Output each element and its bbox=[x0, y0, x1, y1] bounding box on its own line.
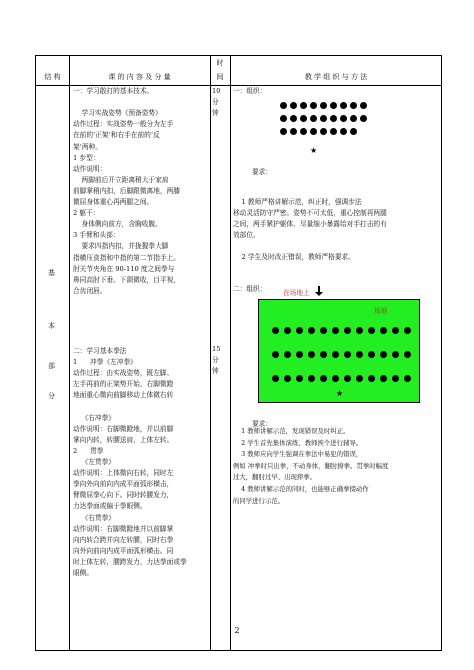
text-line: 向外向前向内成平面弧形横击。同 bbox=[73, 546, 174, 555]
student-dot bbox=[332, 351, 339, 358]
text-line: 3 手臂和头部： bbox=[73, 231, 120, 240]
student-dot bbox=[280, 128, 287, 135]
structure-char: 分 bbox=[48, 392, 55, 400]
text-line: 拳向外向前向内成平面弧形横击， bbox=[73, 480, 174, 489]
student-dot bbox=[308, 327, 315, 334]
text-line: 《左贯拳》 bbox=[73, 458, 115, 466]
student-dot bbox=[330, 128, 337, 135]
student-dot bbox=[356, 351, 363, 358]
text-line: 效部位。 bbox=[233, 231, 260, 239]
student-dot bbox=[300, 115, 307, 122]
text-line: 动作说明：右脚微蹬地，并以前脚 bbox=[73, 424, 174, 433]
text-line: 一：学习散打的基本技术。 bbox=[73, 87, 154, 95]
student-dot bbox=[320, 115, 327, 122]
text-line: 动作说明： bbox=[73, 164, 107, 173]
student-dot bbox=[332, 375, 339, 382]
student-dot bbox=[380, 375, 387, 382]
student-dot bbox=[280, 102, 287, 109]
student-dot bbox=[272, 351, 279, 358]
text-line: 2 躯干： bbox=[73, 209, 100, 218]
header-method: 教 学 组 织 与 方 法 bbox=[304, 73, 368, 81]
student-dot bbox=[404, 375, 411, 382]
column-divider bbox=[69, 56, 70, 650]
text-line: 二：学习基本拳法 bbox=[73, 347, 127, 355]
student-dot bbox=[320, 375, 327, 382]
student-dot bbox=[330, 102, 337, 109]
text-line: 动作说明：上体微向右转，同时左 bbox=[73, 469, 174, 478]
text-line: 在前的‘正架’和右手在前的‘反 bbox=[73, 131, 160, 140]
header-time-2: 间 bbox=[216, 73, 224, 81]
student-dot bbox=[290, 102, 297, 109]
text-line: 《右冲拳》 bbox=[73, 413, 115, 422]
student-dot bbox=[332, 327, 339, 334]
text-line: 1 教师严格讲解示范，纠正时，强调步法 bbox=[233, 198, 362, 206]
student-dot bbox=[320, 128, 327, 135]
text-line: 眼侧。 bbox=[73, 569, 94, 577]
text-line: 臂微屈拳心向下。同时转腰发力， bbox=[73, 491, 174, 500]
student-dot bbox=[356, 375, 363, 382]
text-line: 之间，两手紧护躯体，尽量缩小暴露给对手打击的有 bbox=[233, 220, 387, 228]
text-line: 《右贯拳》 bbox=[73, 513, 115, 522]
text-line: 左手再前的正架势开始，右脚微蹬 bbox=[73, 380, 174, 389]
text-line: 时上体左转，腰跨发力，力达拳面或拳 bbox=[73, 557, 187, 566]
student-dot bbox=[350, 128, 357, 135]
student-dot bbox=[392, 351, 399, 358]
structure-char: 部 bbox=[48, 362, 55, 370]
text-line: 力达拳面或偏于拳眼侧。 bbox=[73, 502, 147, 511]
student-dot bbox=[330, 115, 337, 122]
text-line: 身体侧向前方，含胸收腹。 bbox=[73, 220, 162, 229]
text-line: 掌向内转，转腰送肩，上体左转。 bbox=[73, 435, 174, 444]
text-line: 动作过程：由实战姿势，既左脚、 bbox=[73, 369, 174, 378]
student-dot bbox=[350, 102, 357, 109]
text-line: 合齿闭唇。 bbox=[73, 286, 107, 295]
header-time-1: 时 bbox=[216, 59, 224, 67]
student-dot bbox=[368, 327, 375, 334]
text-line: 4 教师讲解示范的同时，也能够正确拳掇动作 bbox=[233, 485, 369, 493]
student-dot bbox=[380, 351, 387, 358]
student-dot bbox=[308, 351, 315, 358]
text-line: 鼻同高肘下垂。下颌微收，目平视， bbox=[73, 275, 180, 284]
time-value: 15 bbox=[212, 345, 221, 353]
text-line: 的同学进行示范。 bbox=[233, 496, 285, 505]
student-dot bbox=[368, 351, 375, 358]
field-label: 场地 bbox=[374, 307, 388, 315]
student-dot bbox=[300, 102, 307, 109]
student-dot bbox=[356, 327, 363, 334]
student-dot bbox=[296, 351, 303, 358]
student-dot bbox=[340, 115, 347, 122]
student-dot bbox=[404, 327, 411, 334]
student-dot bbox=[344, 351, 351, 358]
header-content: 课 的 内 容 及 分 量 bbox=[108, 73, 171, 81]
requirement-label: 要求： bbox=[252, 168, 273, 176]
student-dot bbox=[344, 375, 351, 382]
student-dot bbox=[320, 102, 327, 109]
student-dot bbox=[310, 115, 317, 122]
text-line: 肘关节夹角在 90-110 度之间拳与 bbox=[73, 264, 175, 273]
student-dot bbox=[296, 327, 303, 334]
time-unit: 钟 bbox=[212, 109, 219, 117]
student-dot bbox=[272, 375, 279, 382]
text-line: 3 教师应向学生强调在拳法中易犯的错误， bbox=[233, 450, 363, 459]
student-dot bbox=[360, 102, 367, 109]
student-dot bbox=[308, 375, 315, 382]
student-dot bbox=[284, 375, 291, 382]
teacher-star-icon: ★ bbox=[336, 389, 344, 398]
column-divider bbox=[230, 56, 231, 650]
text-line: 地面重心微向前脚移动上体微右转 bbox=[73, 391, 174, 400]
student-dot bbox=[380, 327, 387, 334]
student-dot bbox=[320, 327, 327, 334]
text-line: 移动灵活防守严密。姿势不可太低，重心控制再两腿 bbox=[233, 209, 387, 217]
text-line: 2 学生及时改正错误，教师严格要求。 bbox=[233, 253, 355, 261]
text-line: 要求四指内扣，并拢握拳大脚 bbox=[73, 242, 169, 251]
student-dot bbox=[340, 128, 347, 135]
text-line: 1 冲拳《左冲拳》 bbox=[73, 358, 137, 367]
student-dot bbox=[344, 327, 351, 334]
student-dot bbox=[310, 128, 317, 135]
student-dot bbox=[360, 115, 367, 122]
lesson-plan-table bbox=[35, 55, 442, 651]
student-dot bbox=[404, 351, 411, 358]
student-dot bbox=[368, 375, 375, 382]
student-dot bbox=[284, 351, 291, 358]
time-unit: 钟 bbox=[212, 367, 219, 375]
text-line: 前脚掌稍内扣，后脚跟微离地，两膝 bbox=[73, 186, 180, 195]
text-line: 1 步型： bbox=[73, 153, 100, 162]
time-unit: 分 bbox=[212, 98, 219, 106]
text-line: 向内转合跨并向左转腰，同时右拳 bbox=[73, 535, 174, 544]
text-line: 动作说明：右脚微蹬地并以前脚掌 bbox=[73, 524, 174, 533]
student-dot bbox=[296, 375, 303, 382]
student-dot bbox=[310, 102, 317, 109]
text-line: 指横压食指和中指的第二节指手上。 bbox=[73, 253, 180, 262]
student-dot bbox=[300, 128, 307, 135]
student-dot bbox=[280, 115, 287, 122]
teacher-star-icon: ★ bbox=[310, 146, 318, 155]
column-divider bbox=[210, 56, 211, 650]
text-line: 两脚前后开立距离稍大于家肩 bbox=[73, 175, 169, 184]
text-line: 2 贯拳 bbox=[73, 446, 104, 455]
text-line: 架’两种。 bbox=[73, 142, 102, 151]
student-dot bbox=[320, 351, 327, 358]
structure-char: 本 bbox=[48, 322, 55, 330]
text-line: 例如 冲拳时只出拳，不动身体，翻肘撩拳。贯拳时幅度 bbox=[233, 461, 389, 470]
org-title: 一：组织： bbox=[233, 87, 267, 95]
student-dot bbox=[350, 115, 357, 122]
time-unit: 分 bbox=[212, 356, 219, 364]
time-value: 10 bbox=[212, 87, 221, 95]
student-dot bbox=[272, 327, 279, 334]
requirement-label-2: 要求： bbox=[252, 420, 273, 428]
text-line: 微屈身体重心再两腿之间。 bbox=[73, 198, 154, 206]
page-number: 2 bbox=[234, 626, 240, 635]
student-dot bbox=[284, 327, 291, 334]
site-label: 在场地上 bbox=[283, 289, 310, 297]
student-dot bbox=[340, 102, 347, 109]
student-dot bbox=[392, 375, 399, 382]
structure-char: 基 bbox=[48, 269, 55, 277]
student-dot bbox=[392, 327, 399, 334]
header-structure: 结 构 bbox=[44, 73, 61, 81]
text-line: 1 教师讲解示范，发现错误及时纠正。 bbox=[233, 427, 350, 435]
org-title-2: 二：组织： bbox=[233, 285, 267, 293]
student-dot bbox=[290, 128, 297, 135]
arrow-head-icon bbox=[315, 292, 323, 296]
text-line: 2 学生首先集体演练，教师挨个进行辅导。 bbox=[233, 438, 363, 447]
text-line: 动作过程：实战姿势一般分为左手 bbox=[73, 120, 174, 129]
student-dot bbox=[290, 115, 297, 122]
text-line: 学习实战姿势《预备姿势》 bbox=[73, 109, 162, 118]
text-line: 过大，翻肘过早、出现摔拳。 bbox=[233, 473, 317, 482]
